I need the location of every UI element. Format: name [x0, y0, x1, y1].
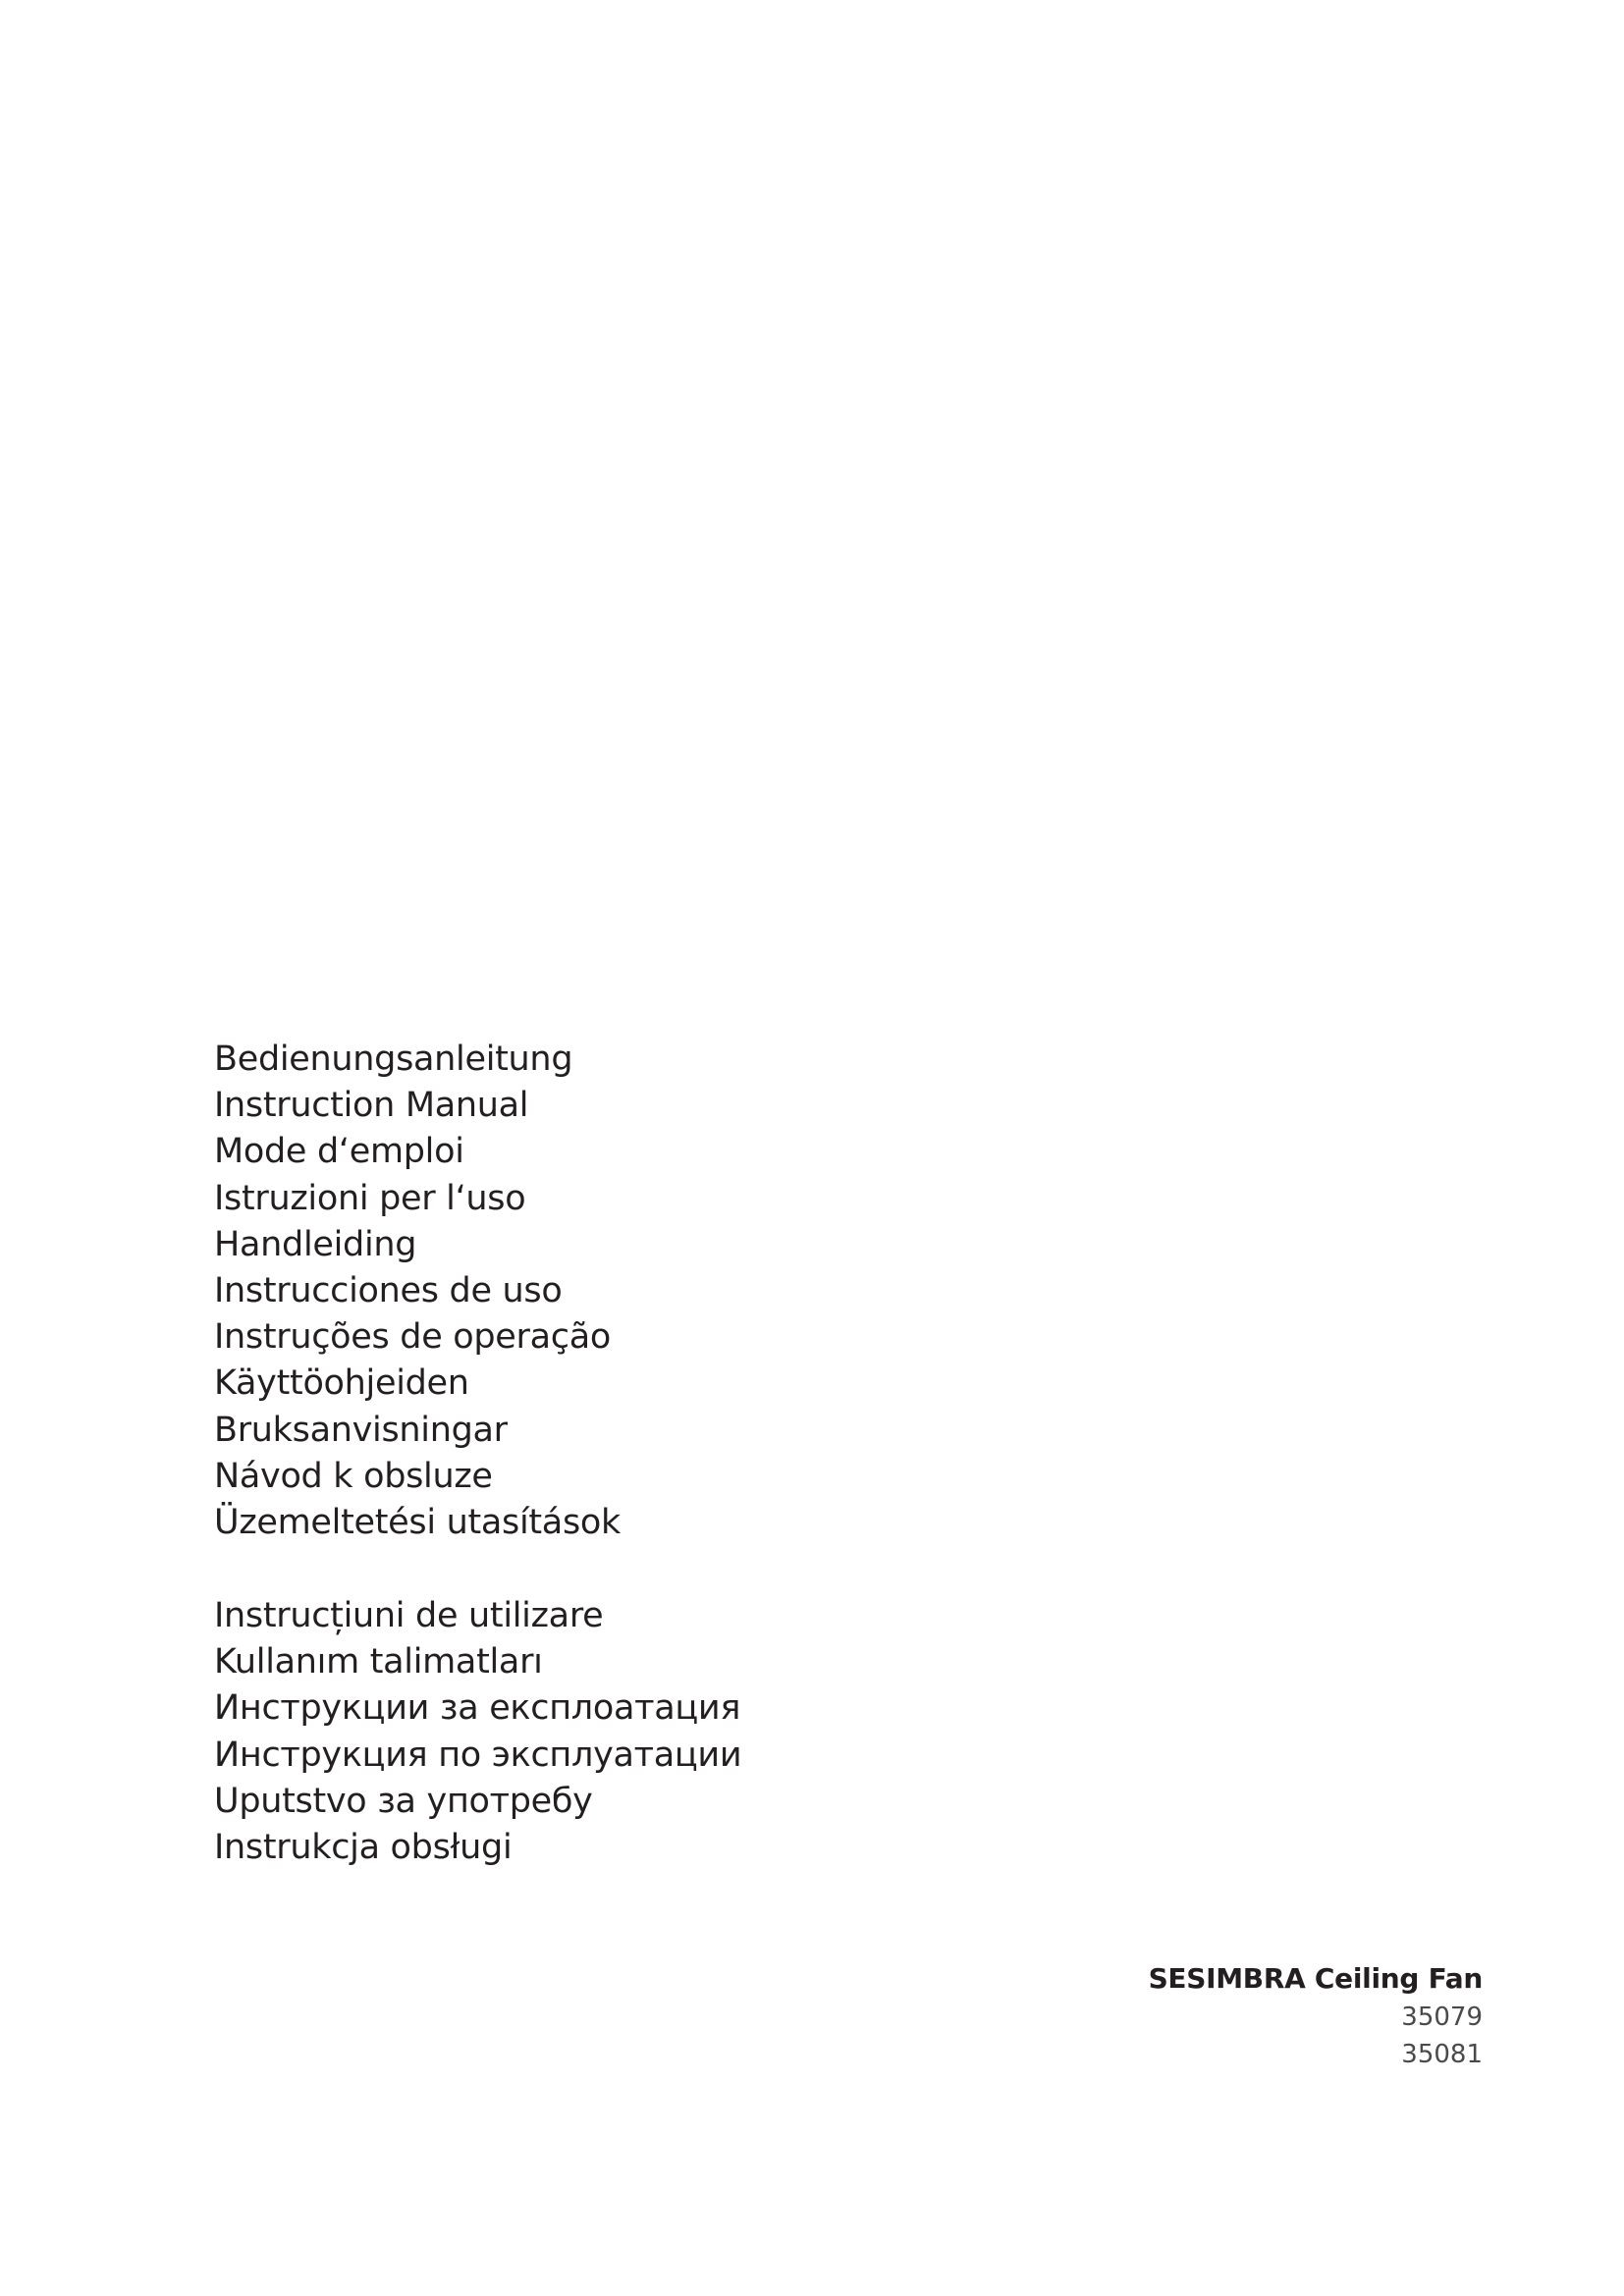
article-number: 35079 — [1401, 2002, 1483, 2032]
product-info — [1149, 1959, 1483, 2073]
manual-title-pt: Instruções de operação — [214, 1317, 611, 1358]
manual-title-nl: Handleiding — [214, 1224, 417, 1264]
manual-title-hu: Üzemeltetési utasítások — [214, 1502, 621, 1542]
manual-title-list-2 — [214, 1593, 741, 1871]
manual-title-en: Instruction Manual — [214, 1086, 529, 1126]
manual-title-de: Bedienungsanleitung — [214, 1040, 573, 1079]
article-number: 35081 — [1401, 2040, 1483, 2069]
manual-title-sr: Uputstvo за употребу — [214, 1781, 593, 1821]
manual-title-cs: Návod k obsluze — [214, 1456, 493, 1496]
manual-title-list-1 — [214, 1037, 621, 1546]
manual-title-tr: Kullanım talimatları — [214, 1642, 543, 1682]
manual-title-bg: Инструкции за експлоатация — [214, 1688, 741, 1729]
manual-title-pl: Instrukcja obsługi — [214, 1827, 513, 1867]
manual-title-fi: Käyttöohjeiden — [214, 1363, 469, 1404]
manual-title-sv: Bruksanvisningar — [214, 1410, 508, 1450]
manual-title-ro: Instrucțiuni de utilizare — [214, 1596, 604, 1635]
manual-title-es: Instrucciones de uso — [214, 1270, 563, 1310]
manual-title-it: Istruzioni per l‘uso — [214, 1178, 526, 1218]
manual-title-ru: Инструкция по эксплуатации — [214, 1735, 742, 1775]
product-name: SESIMBRA Ceiling Fan — [1148, 1962, 1483, 1995]
manual-title-fr: Mode d‘emploi — [214, 1132, 464, 1172]
